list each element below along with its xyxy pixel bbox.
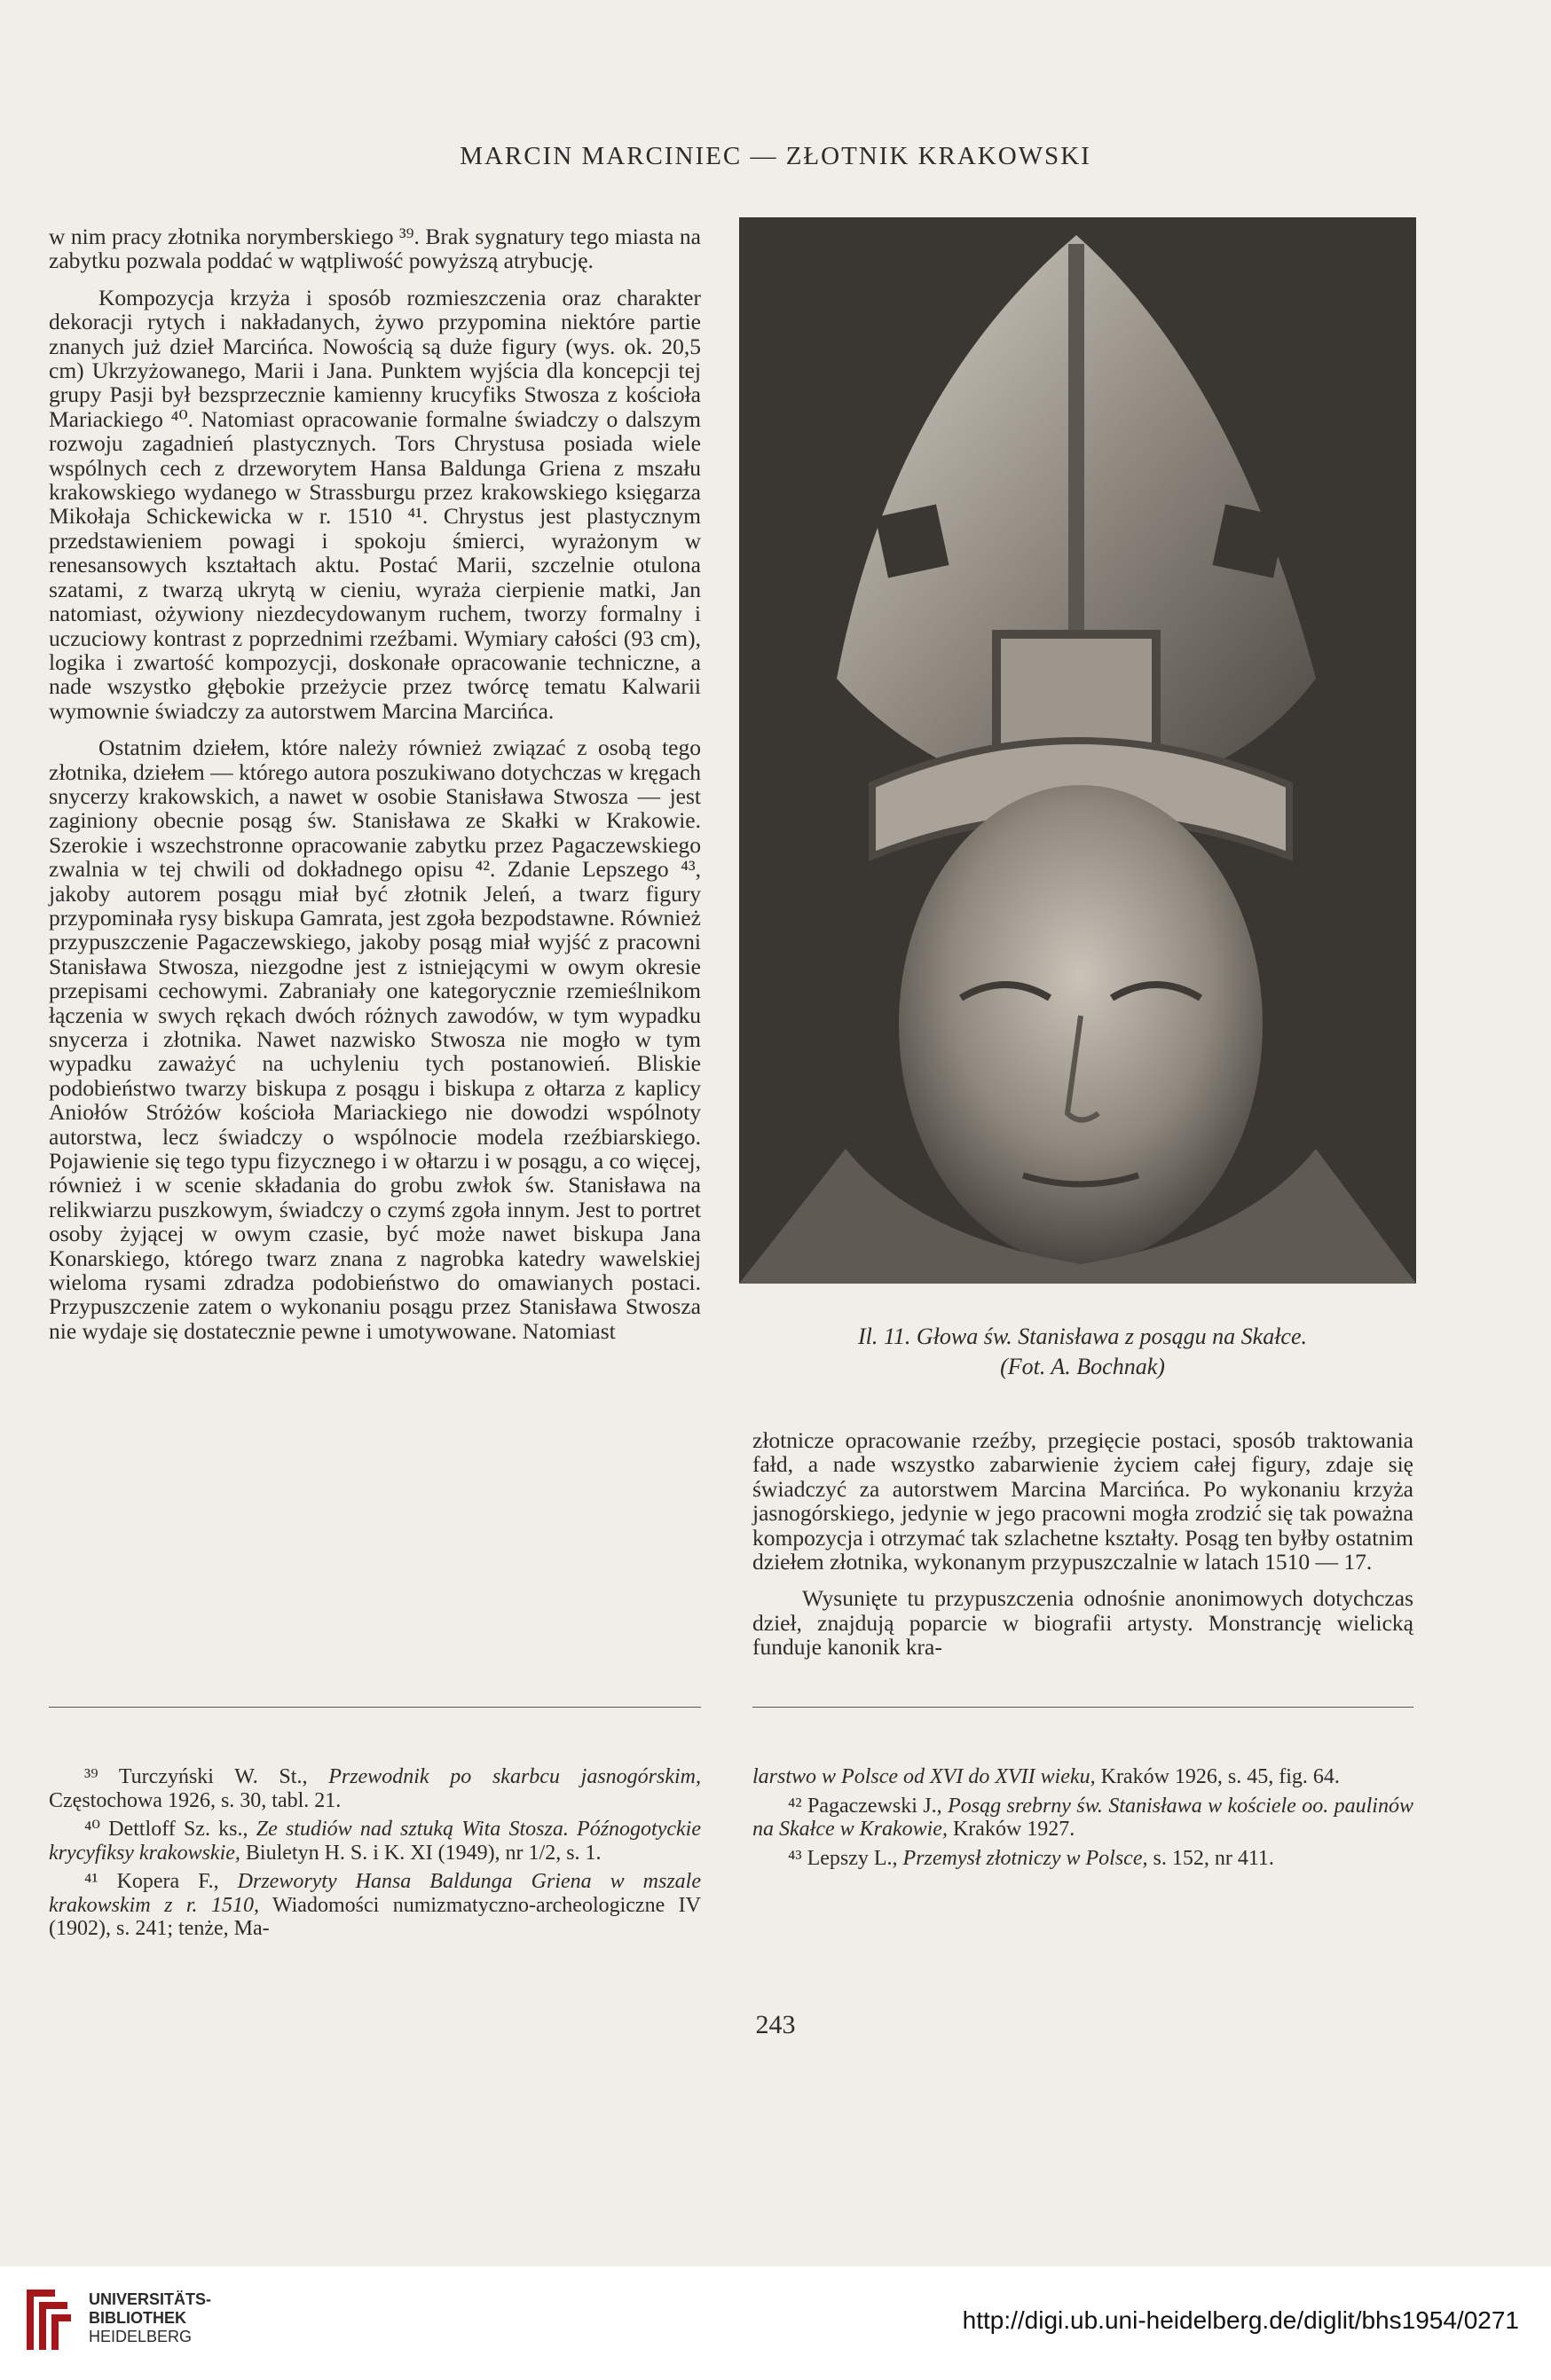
footnote-39: ³⁹ Turczyński W. St., Przewodnik po skarbcu jasnogórskim, Częstochowa 1926, s. 30, tabl. 21.	[49, 1765, 702, 1812]
running-header: MARCIN MARCINIEC — ZŁOTNIK KRAKOWSKI	[460, 142, 1091, 170]
figure-caption: Il. 11. Głowa św. Stanisława z posągu na Skałce.	[857, 1324, 1308, 1349]
left-column-end-rule	[49, 1707, 701, 1708]
right-text-column	[752, 1428, 1413, 1660]
figure-photo-bishop-head	[739, 217, 1416, 1284]
paragraph: Wysunięte tu przypuszczenia odnośnie anonimowych dotychczas dzieł, znajdują poparcie w biografii artysty. Monstrancję wielicką funduje kanonik kra-	[752, 1585, 1413, 1661]
source-url-link[interactable]: http://digi.ub.uni-heidelberg.de/diglit/bhs1954/0271	[962, 2306, 1519, 2334]
left-text-column	[49, 224, 701, 1343]
library-logo-icon	[20, 2284, 75, 2355]
footnotes-right	[752, 1765, 1413, 1875]
figure-credit: (Fot. A. Bochnak)	[1000, 1354, 1165, 1379]
footnotes-left	[49, 1765, 701, 1946]
footnote-42: ⁴² Pagaczewski J., Posąg srebrny św. Stanisława w kościele oo. paulinów na Skałce w Krakowie, Kraków 1927.	[752, 1794, 1413, 1841]
footnote-41: ⁴¹ Kopera F., Drzeworyty Hansa Baldunga Griena w mszale krakowskim z r. 1510, Wiadomości numizmatyczno-archeologiczne IV (1902), s. 241; tenże, Ma-	[49, 1870, 701, 1940]
footnote-43: ⁴³ Lepszy L., Przemysł złotniczy w Polsce, s. 152, nr 411.	[788, 1846, 1274, 1870]
paragraph: Kompozycja krzyża i sposób rozmieszczenia oraz charakter dekoracji rytych i nakładanych, żywo przypomina niektóre partie znanych już dzieł Marcińca. Nowością są duże figury (wys. ok. 20,5 cm) Ukrzyżowanego, Marii i Jana. Punktem wyjścia dla koncepcji tej grupy Pasji był bezsprzecznie kamienny krucyfiks Stwosza z kościoła Mariackiego ⁴⁰. Natomiast opracowanie formalne świadczy o dalszym rozwoju zagadnień plastycznych. Tors Chrystusa posiada wiele wspólnych cech z drzeworytem Hansa Baldunga Griena z mszału krakowskiego wydanego w Strassburgu przez krakowskiego księgarza Mikołaja Schickewicka w r. 1510 ⁴¹. Chrystus jest plastycznym przedstawieniem powagi i spokoju śmierci, wyrażonym w renesansowych kształtach aktu. Postać Marii, szczelnie otulona szatami, z twarzą ukrytą w cieniu, wyraża cierpienie matki, Jan natomiast, ożywiony niezdecydowanym ruchem, tworzy formalny i uczuciowy kontrast z poprzednimi rzeźbami. Wymiary całości (93 cm), logika i zwartość kompozycji, doskonałe opracowanie techniczne, a nade wszystko głębokie przeżycie przez twórcę tematu Kalwarii wymownie świadczy za autorstwem Marcina Marcińca.	[49, 284, 701, 724]
bishop-head-illustration	[739, 217, 1416, 1284]
paragraph: Ostatnim dziełem, które należy również związać z osobą tego złotnika, dziełem — którego autora poszukiwano dotychczas w kręgach snycerzy krakowskich, a nawet w osobie Stanisława Stwosza — jest zaginiony obecnie posąg św. Stanisława ze Skałki w Krakowie. Szerokie i wszechstronne opracowanie zabytku przez Pagaczewskiego zwalnia w tej chwili od dokładnego opisu ⁴². Zdanie Lepszego ⁴³, jakoby autorem posągu miał być złotnik Jeleń, a twarz figury przypominała rysy biskupa Gamrata, jest zgoła bezpodstawne. Również przypuszczenie Pagaczewskiego, jakoby posąg miał wyjść z pracowni Stanisława Stwosza, niezgodne jest z istniejącymi w owym okresie przepisami cechowymi. Zabraniały one kategorycznie rzemieślnikom łączenia w swych rękach dwóch różnych zawodów, w tym wypadku snycerza i złotnika. Nawet nazwisko Stwosza nie mogło w tym wypadku zaważyć na uchyleniu tych postanowień. Bliskie podobieństwo twarzy biskupa z posągu i biskupa z ołtarza z kaplicy Aniołów Stróżów kościoła Mariackiego nie dowodzi wspólnoty autorstwa, lecz świadczy o wspólnocie modela rzeźbiarskiego. Pojawienie się tego typu fizycznego i w ołtarzu i w posągu, a co więcej, również i w scenie składania do grobu zwłok św. Stanisława na relikwiarzu puszkowym, świadczy o czymś zgoła innym. Jest to portret osoby żyjącej w owym czasie, być może nawet biskupa Jana Konarskiego, którego twarz znana z nagrobka katedry wawelskiej wieloma rysami zdradza podobieństwo do omawianych postaci. Przypuszczenie zatem o wykonaniu posągu przez Stanisława Stwosza nie wydaje się dostatecznie pewne i umotywowane. Natomiast	[49, 734, 701, 1344]
paragraph: złotnicze opracowanie rzeźby, przegięcie postaci, sposób traktowania fałd, a nade wszystko zabarwienie życiem całej figury, zdaje się świadczyć za autorstwem Marcina Marcińca. Po wykonaniu krzyża jasnogórskiego, jedynie w jego pracowni mogła zrodzić się tak poważna kompozycja i otrzymać tak szlachetne kształty. Posąg ten byłby ostatnim dziełem złotnika, wykonanym przypuszczalnie w latach 1510 — 17.	[752, 1427, 1413, 1575]
page-number: 243	[755, 2010, 796, 2039]
library-name: UNIVERSITÄTS- BIBLIOTHEK HEIDELBERG	[89, 2290, 212, 2345]
footnote-41-continued: larstwo w Polsce od XVI do XVII wieku, Kraków 1926, s. 45, fig. 64.	[752, 1765, 1340, 1788]
right-column-end-rule	[752, 1707, 1413, 1708]
footnote-40: ⁴⁰ Dettloff Sz. ks., Ze studiów nad sztuką Wita Stosza. Późnogotyckie krycyfiksy krakowskie, Biuletyn H. S. i K. XI (1949), nr 1/2, s. 1.	[49, 1818, 701, 1865]
paragraph: w nim pracy złotnika norymberskiego ³⁹. Brak sygnatury tego miasta na zabytku pozwala poddać w wątpliwość powyższą atrybucję.	[49, 224, 701, 274]
